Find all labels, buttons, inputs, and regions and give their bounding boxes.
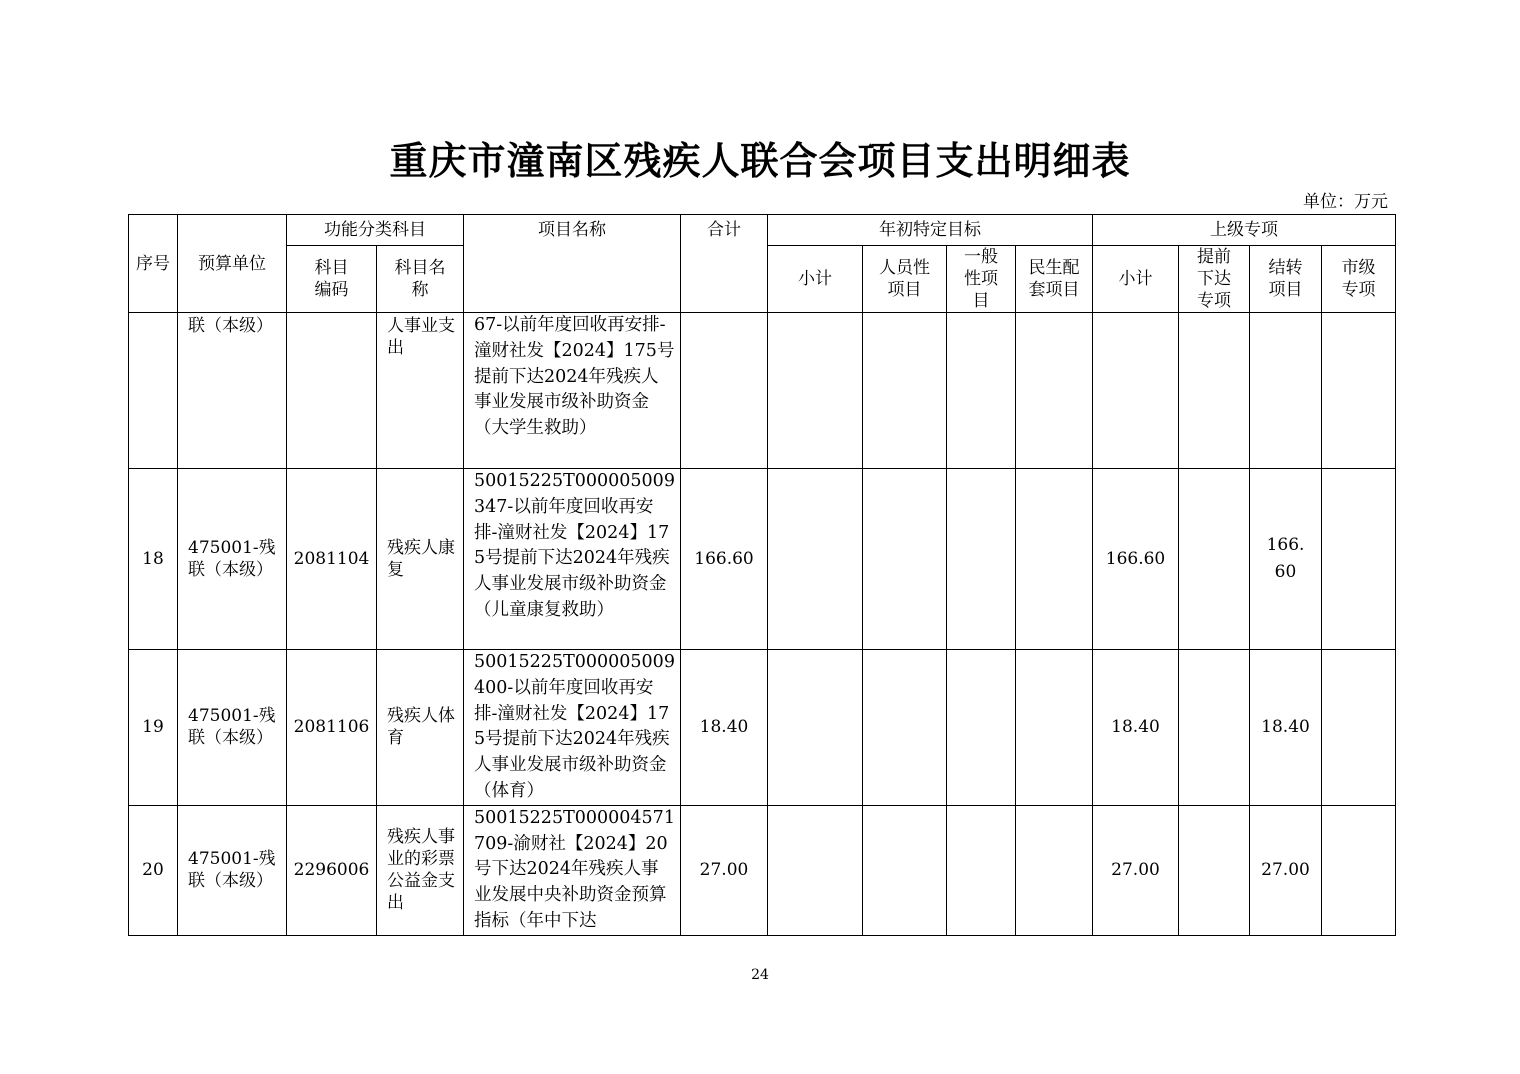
header-at-livelihood: 民生配套项目 [1016,246,1093,313]
row-sp-carryover [1250,313,1322,469]
row-sp-carryover: 18.40 [1250,650,1322,806]
row-at-personnel [863,313,947,469]
row-sp-city [1322,469,1396,650]
row-project: 50015225T000005009400-以前年度回收再安排-潼财社发【2024】175号提前下达2024年残疾人事业发展市级补助资金（体育） [464,650,681,806]
header-total: 合计 [681,215,768,313]
row-at-general [947,650,1016,806]
row-seq [129,313,178,469]
row-project: 50015225T000004571709-渝财社【2024】20号下达2024年残疾人事业发展中央补助资金预算指标（年中下达 [464,805,681,935]
row-code [287,313,377,469]
table-row [129,805,1396,935]
header-budget-unit: 预算单位 [178,215,287,313]
row-total: 166.60 [681,469,768,650]
row-sp-subtotal: 166.60 [1093,469,1179,650]
header-subject-code: 科目编码 [287,246,377,313]
row-seq: 18 [129,469,178,650]
header-seq: 序号 [129,215,178,313]
header-at-subtotal: 小计 [768,246,863,313]
row-at-subtotal [768,805,863,935]
table-row [129,469,1396,650]
row-code: 2081106 [287,650,377,806]
row-seq: 20 [129,805,178,935]
row-at-livelihood [1016,650,1093,806]
page-number: 24 [751,967,769,983]
row-at-general [947,805,1016,935]
header-sp-carryover: 结转项目 [1250,246,1322,313]
row-at-personnel [863,650,947,806]
row-at-subtotal [768,313,863,469]
header-project-name: 项目名称 [464,215,681,313]
row-total: 27.00 [681,805,768,935]
row-sp-carryover: 27.00 [1250,805,1322,935]
row-sp-subtotal [1093,313,1179,469]
row-at-general [947,469,1016,650]
row-subject: 残疾人康复 [377,469,464,650]
row-at-general [947,313,1016,469]
row-at-subtotal [768,650,863,806]
row-sp-city [1322,805,1396,935]
table-row [129,650,1396,806]
header-sp-subtotal: 小计 [1093,246,1179,313]
header-at-general: 一般性项目 [947,246,1016,313]
row-at-subtotal [768,469,863,650]
row-unit: 475001-残联（本级） [178,650,287,806]
row-unit: 联（本级） [178,313,287,469]
row-total: 18.40 [681,650,768,806]
row-seq: 19 [129,650,178,806]
row-subject: 人事业支出 [377,313,464,469]
row-sp-advance [1179,805,1250,935]
row-sp-city [1322,650,1396,806]
header-row-1 [129,215,1396,246]
row-subject: 残疾人事业的彩票公益金支出 [377,805,464,935]
row-code: 2296006 [287,805,377,935]
row-unit: 475001-残联（本级） [178,805,287,935]
row-project: 67-以前年度回收再安排-潼财社发【2024】175号提前下达2024年残疾人事业发展市级补助资金（大学生救助） [464,313,681,469]
row-project: 50015225T000005009347-以前年度回收再安排-潼财社发【2024】175号提前下达2024年残疾人事业发展市级补助资金（儿童康复救助） [464,469,681,650]
header-sp-city: 市级专项 [1322,246,1396,313]
table-row [129,313,1396,469]
header-func-class: 功能分类科目 [287,215,464,246]
row-at-livelihood [1016,805,1093,935]
row-sp-city [1322,313,1396,469]
page-title: 重庆市潼南区残疾人联合会项目支出明细表 [389,138,1131,183]
row-subject: 残疾人体育 [377,650,464,806]
row-code: 2081104 [287,469,377,650]
header-sp-advance: 提前下达专项 [1179,246,1250,313]
header-superior: 上级专项 [1093,215,1396,246]
row-at-personnel [863,469,947,650]
header-at-personnel: 人员性项目 [863,246,947,313]
row-unit: 475001-残联（本级） [178,469,287,650]
row-at-livelihood [1016,313,1093,469]
expenditure-table [128,214,1396,936]
header-annual-target: 年初特定目标 [768,215,1093,246]
row-total [681,313,768,469]
row-sp-advance [1179,469,1250,650]
row-sp-subtotal: 18.40 [1093,650,1179,806]
unit-label: 单位：万元 [1303,192,1388,212]
row-sp-advance [1179,650,1250,806]
row-at-personnel [863,805,947,935]
row-sp-carryover: 166.60 [1250,469,1322,650]
row-at-livelihood [1016,469,1093,650]
header-subject-name: 科目名称 [377,246,464,313]
row-sp-advance [1179,313,1250,469]
row-sp-subtotal: 27.00 [1093,805,1179,935]
